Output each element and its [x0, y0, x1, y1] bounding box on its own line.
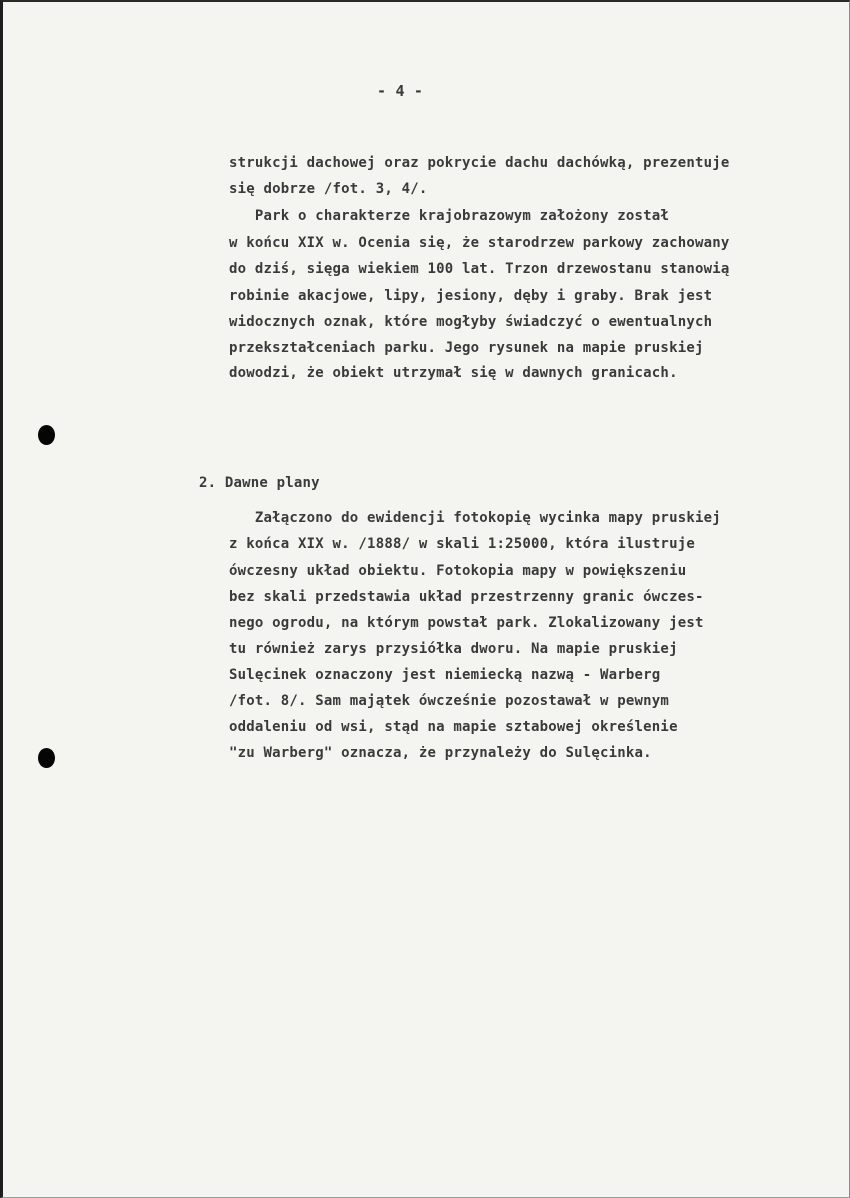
punch-hole: [38, 425, 55, 445]
text-line: Sulęcinek oznaczony jest niemiecką nazwą - Warberg: [229, 667, 661, 683]
text-line: tu również zarys przysiółka dworu. Na mapie pruskiej: [229, 641, 678, 657]
text-line: się dobrze /fot. 3, 4/.: [229, 181, 428, 197]
text-line: Park o charakterze krajobrazowym założony został: [229, 208, 670, 224]
text-line: z końca XIX w. /1888/ w skali 1:25000, która ilustruje: [229, 536, 695, 552]
punch-hole: [38, 748, 55, 768]
text-line: Załączono do ewidencji fotokopię wycinka mapy pruskiej: [229, 510, 721, 526]
text-line: widocznych oznak, które mogłyby świadczyć o ewentualnych: [229, 314, 713, 330]
page-number: - 4 -: [377, 82, 424, 100]
text-line: /fot. 8/. Sam majątek ówcześnie pozostawał w pewnym: [229, 693, 670, 709]
text-line: strukcji dachowej oraz pokrycie dachu dachówką, prezentuje: [229, 155, 730, 171]
text-line: "zu Warberg" oznacza, że przynależy do Sulęcinka.: [229, 745, 652, 761]
text-line: do dziś, sięga wiekiem 100 lat. Trzon drzewostanu stanowią: [229, 261, 730, 277]
section-heading: 2. Dawne plany: [199, 475, 320, 491]
text-line: robinie akacjowe, lipy, jesiony, dęby i graby. Brak jest: [229, 288, 713, 304]
text-line: przekształceniach parku. Jego rysunek na mapie pruskiej: [229, 340, 704, 356]
text-line: ówczesny układ obiektu. Fotokopia mapy w powiększeniu: [229, 563, 687, 579]
text-line: oddaleniu od wsi, stąd na mapie sztabowej określenie: [229, 719, 678, 735]
text-line: dowodzi, że obiekt utrzymał się w dawnych granicach.: [229, 365, 678, 381]
text-line: nego ogrodu, na którym powstał park. Zlokalizowany jest: [229, 615, 704, 631]
text-line: bez skali przedstawia układ przestrzenny granic ówczes-: [229, 589, 704, 605]
text-line: w końcu XIX w. Ocenia się, że starodrzew parkowy zachowany: [229, 235, 730, 251]
